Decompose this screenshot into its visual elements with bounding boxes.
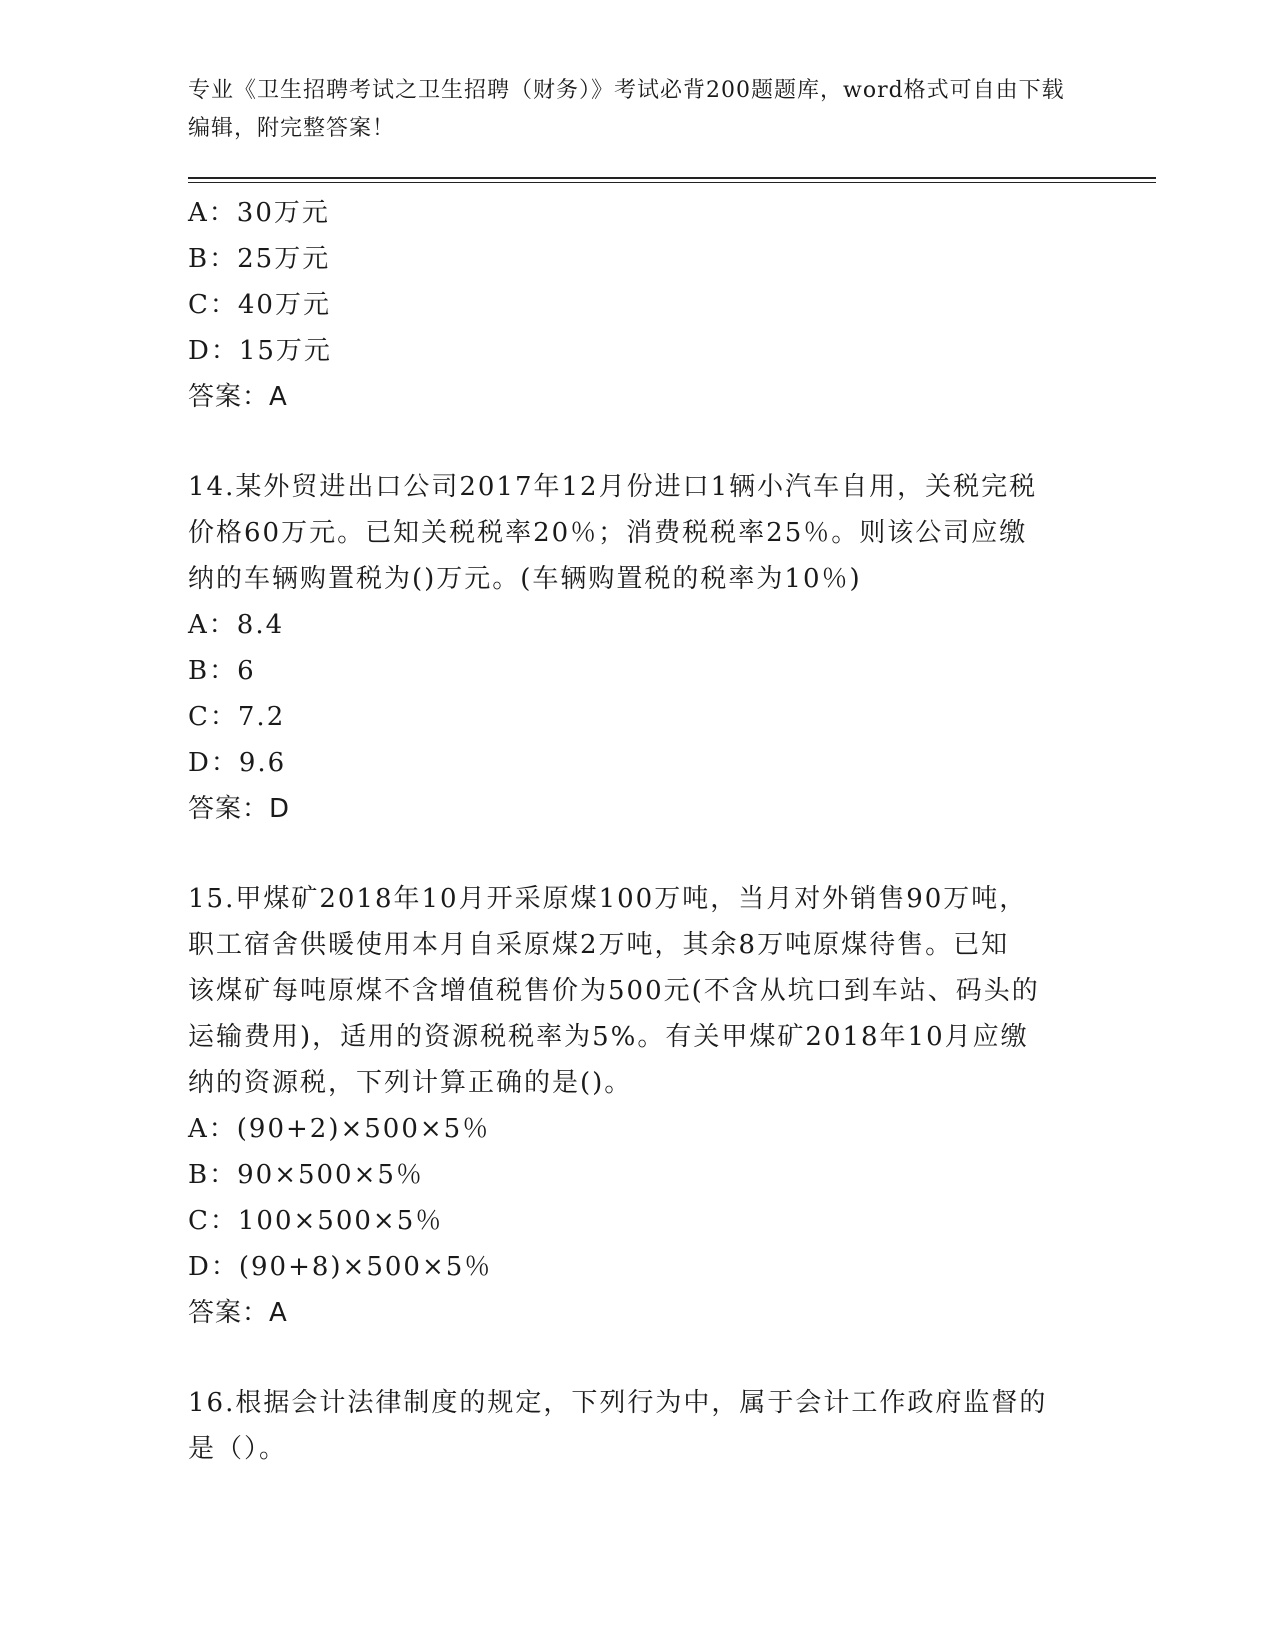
answer-line: 答案：A (188, 1298, 288, 1328)
question-text-line: 15.甲煤矿2018年10月开采原煤100万吨，当月对外销售90万吨， (188, 884, 1028, 914)
option-d: D：15万元 (188, 336, 332, 366)
option-a: A：30万元 (188, 198, 330, 228)
question-text-line: 纳的车辆购置税为()万元。(车辆购置税的税率为10％) (188, 564, 862, 594)
document-header (188, 72, 1068, 148)
option-a: A：8.4 (188, 610, 285, 640)
option-d: D：9.6 (188, 748, 287, 778)
answer-line: 答案：D (188, 794, 291, 824)
header-divider-thick (188, 177, 1156, 179)
question-13-tail (188, 190, 1078, 420)
option-c: C：100×500×5％ (188, 1206, 444, 1236)
question-text-line: 该煤矿每吨原煤不含增值税售价为500元(不含从坑口到车站、码头的 (188, 976, 1040, 1006)
question-content (188, 190, 1078, 1472)
question-16 (188, 1380, 1078, 1472)
question-text-line: 是（）。 (188, 1434, 288, 1464)
question-15 (188, 876, 1078, 1336)
option-b: B：90×500×5％ (188, 1160, 424, 1190)
option-b: B：6 (188, 656, 256, 686)
option-d: D：(90+8)×500×5％ (188, 1252, 493, 1282)
header-title: 专业《卫生招聘考试之卫生招聘（财务）》考试必背200题题库，word格式可自由下载编辑，附完整答案！ (188, 78, 1065, 141)
header-divider-thin (188, 182, 1156, 183)
question-text-line: 价格60万元。已知关税税率20％；消费税税率25％。则该公司应缴 (188, 518, 1028, 548)
option-b: B：25万元 (188, 244, 331, 274)
option-a: A：(90+2)×500×5％ (188, 1114, 491, 1144)
question-text-line: 纳的资源税，下列计算正确的是()。 (188, 1068, 633, 1098)
option-c: C：40万元 (188, 290, 331, 320)
question-text-line: 运输费用)，适用的资源税税率为5%。有关甲煤矿2018年10月应缴 (188, 1022, 1029, 1052)
question-text-line: 职工宿舍供暖使用本月自采原煤2万吨，其余8万吨原煤待售。已知 (188, 930, 1010, 960)
option-c: C：7.2 (188, 702, 286, 732)
question-text-line: 16.根据会计法律制度的规定，下列行为中，属于会计工作政府监督的 (188, 1388, 1048, 1418)
question-text-line: 14.某外贸进出口公司2017年12月份进口1辆小汽车自用，关税完税 (188, 472, 1038, 502)
answer-line: 答案：A (188, 382, 288, 412)
question-14 (188, 464, 1078, 832)
